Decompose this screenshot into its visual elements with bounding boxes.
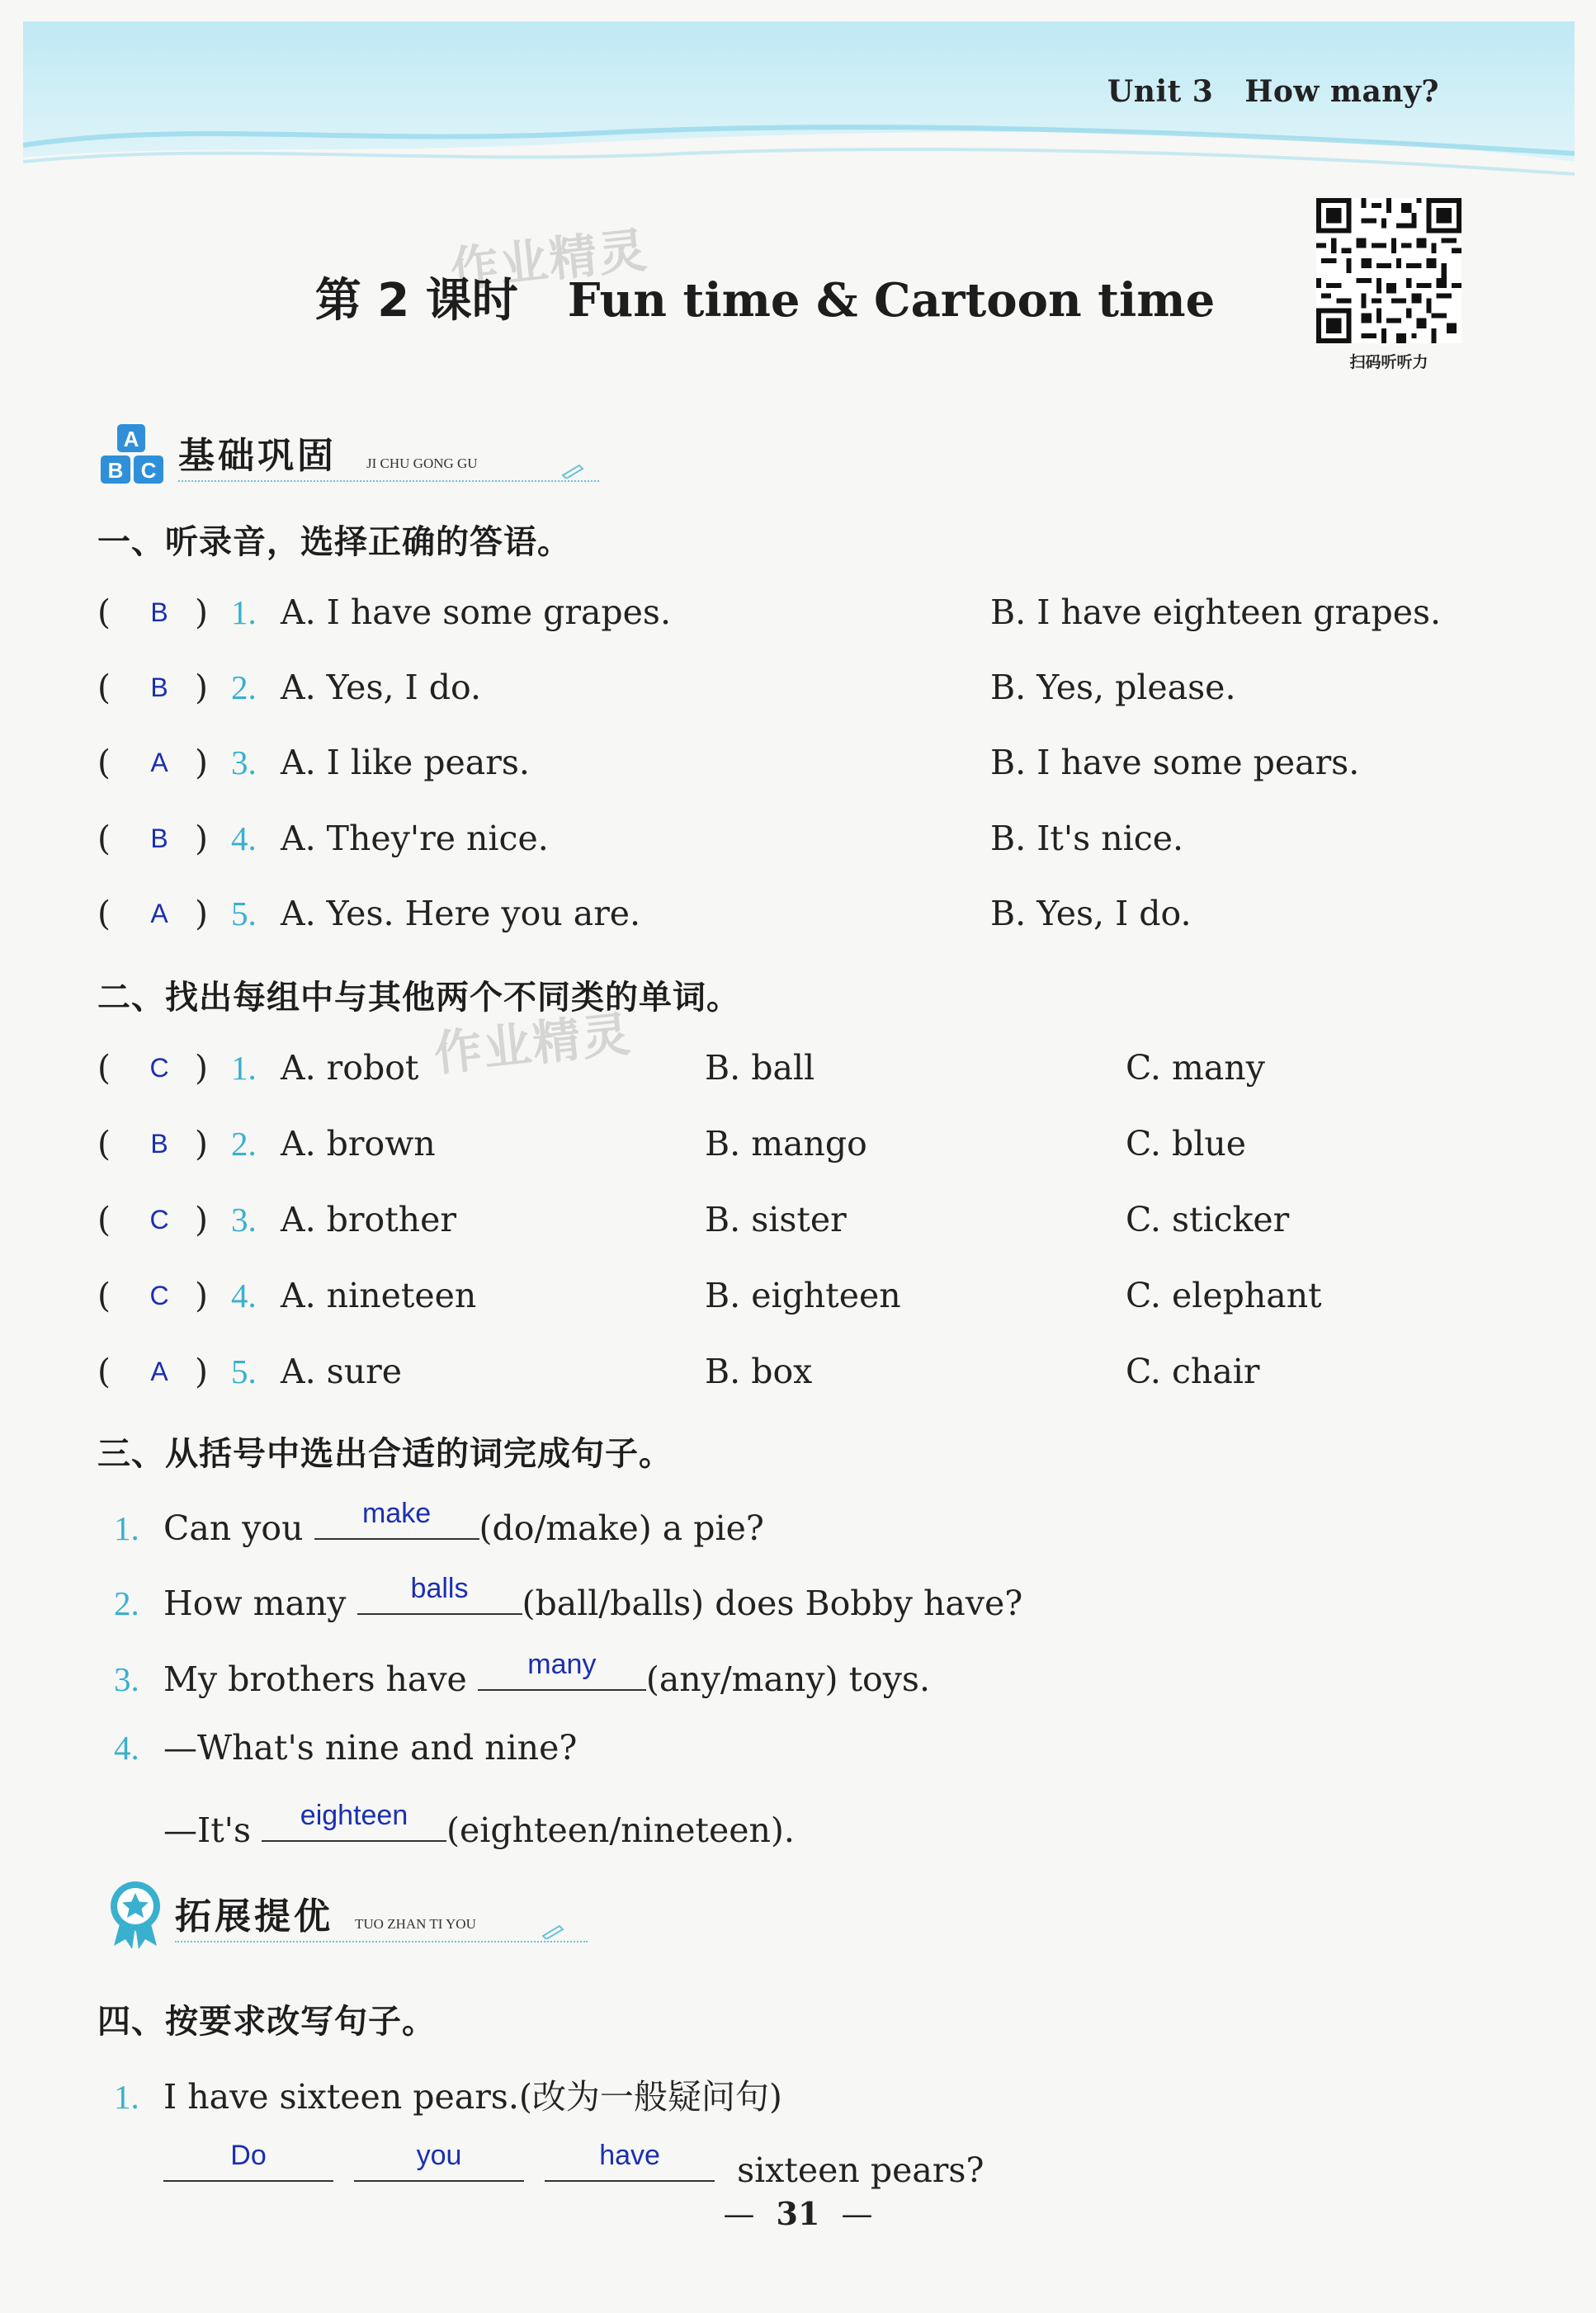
option-c: C. sticker bbox=[1126, 1200, 1290, 1239]
paren-open: ( bbox=[97, 1124, 111, 1164]
page-number-value: 31 bbox=[776, 2195, 820, 2232]
option-a: A. Yes, I do. bbox=[281, 668, 482, 707]
paren-close: ) bbox=[195, 743, 208, 782]
paren-open: ( bbox=[97, 1352, 111, 1391]
fill-item bbox=[114, 1649, 930, 1702]
lesson-name: Fun time & Cartoon time bbox=[567, 273, 1216, 328]
badge-letter-c: C bbox=[140, 458, 157, 483]
sentence-end: sixteen pears? bbox=[737, 2150, 985, 2190]
answer-field[interactable]: A bbox=[150, 899, 168, 928]
paren-close: ) bbox=[195, 894, 208, 933]
answer-blank[interactable] bbox=[163, 2140, 333, 2182]
rewrite-answer-line bbox=[163, 2140, 985, 2193]
paren-close: ) bbox=[195, 668, 208, 707]
section-pinyin: TUO ZHAN TI YOU bbox=[355, 1916, 476, 1932]
award-ribbon-icon bbox=[102, 1878, 168, 1949]
item-number: 3. bbox=[231, 1201, 257, 1239]
rewrite-item bbox=[114, 2070, 782, 2119]
paren-close: ) bbox=[195, 1048, 208, 1088]
dialogue-question: —What's nine and nine? bbox=[163, 1728, 578, 1768]
section-underline bbox=[175, 1941, 588, 1942]
item-number: 2. bbox=[231, 1125, 257, 1163]
page-dash-right: — bbox=[841, 2196, 873, 2232]
answer-text: make bbox=[361, 1498, 432, 1529]
answer-field[interactable]: C bbox=[149, 1281, 169, 1310]
sentence-start: How many bbox=[163, 1584, 357, 1623]
option-b: B. I have some pears. bbox=[990, 743, 1360, 782]
part2-item bbox=[97, 1200, 1500, 1249]
unit-subtitle: How many? bbox=[1244, 74, 1439, 109]
option-a: A. sure bbox=[281, 1352, 402, 1391]
qr-code-icon[interactable] bbox=[1316, 198, 1461, 343]
paren-open: ( bbox=[97, 894, 111, 933]
paren-open: ( bbox=[97, 1048, 111, 1088]
rewrite-prompt: I have sixteen pears.(改为一般疑问句) bbox=[163, 2077, 782, 2117]
part4-heading: 四、按要求改写句子。 bbox=[97, 2003, 436, 2041]
paren-open: ( bbox=[97, 1200, 111, 1239]
part1-item bbox=[97, 592, 1500, 642]
option-c: C. chair bbox=[1126, 1352, 1260, 1391]
option-a: A. nineteen bbox=[281, 1276, 477, 1315]
option-b: B. Yes, please. bbox=[990, 668, 1236, 707]
answer-blank[interactable] bbox=[545, 2140, 715, 2182]
sentence-start: My brothers have bbox=[163, 1659, 478, 1699]
part2-item bbox=[97, 1048, 1500, 1097]
sentence-end: (do/make) a pie? bbox=[479, 1508, 764, 1548]
answer-text: you bbox=[416, 2140, 462, 2171]
option-a: A. They're nice. bbox=[281, 819, 549, 858]
section-underline bbox=[178, 480, 599, 482]
badge-letter-a: A bbox=[123, 427, 139, 451]
paren-close: ) bbox=[195, 592, 208, 632]
sentence-end: (any/many) toys. bbox=[645, 1659, 930, 1699]
option-a: A. brown bbox=[281, 1124, 436, 1164]
paren-close: ) bbox=[195, 819, 208, 858]
option-a: A. brother bbox=[281, 1200, 456, 1239]
section-title: 基础巩固 bbox=[178, 435, 337, 477]
option-a: A. robot bbox=[281, 1048, 419, 1088]
option-c: C. elephant bbox=[1126, 1276, 1322, 1315]
answer-field[interactable]: A bbox=[150, 1357, 168, 1386]
option-b: B. mango bbox=[705, 1124, 867, 1164]
option-a: A. I have some grapes. bbox=[281, 592, 671, 632]
answer-text: balls bbox=[410, 1573, 469, 1604]
answer-field[interactable]: C bbox=[149, 1205, 169, 1234]
paren-open: ( bbox=[97, 592, 111, 632]
option-b: B. Yes, I do. bbox=[990, 894, 1192, 933]
fill-item bbox=[114, 1498, 764, 1551]
part1-item bbox=[97, 743, 1500, 792]
part2-heading: 二、找出每组中与其他两个不同类的单词。 bbox=[97, 979, 740, 1017]
option-a: A. I like pears. bbox=[281, 743, 530, 782]
unit-title bbox=[1107, 74, 1439, 109]
answer-blank[interactable] bbox=[354, 2140, 524, 2182]
section-header-extend bbox=[102, 1881, 614, 1947]
section-title: 拓展提优 bbox=[175, 1895, 333, 1938]
paren-close: ) bbox=[195, 1276, 208, 1315]
fill-item-reply bbox=[163, 1800, 795, 1853]
option-a: A. Yes. Here you are. bbox=[281, 894, 641, 933]
part1-item bbox=[97, 668, 1500, 717]
part2-item bbox=[97, 1124, 1500, 1173]
part3-heading: 三、从括号中选出合适的词完成句子。 bbox=[97, 1435, 673, 1473]
paren-open: ( bbox=[97, 819, 111, 858]
paren-close: ) bbox=[195, 1200, 208, 1239]
answer-text: have bbox=[599, 2140, 660, 2171]
dialogue-reply-start: —It's bbox=[163, 1810, 262, 1850]
qr-caption: 扫码听听力 bbox=[1349, 353, 1428, 371]
unit-label: Unit 3 bbox=[1107, 74, 1214, 109]
sentence-end: (ball/balls) does Bobby have? bbox=[522, 1584, 1023, 1623]
item-number: 2. bbox=[231, 668, 257, 706]
page-dash-left: — bbox=[723, 2196, 755, 2232]
badge-letter-b: B bbox=[107, 458, 124, 483]
answer-blank[interactable] bbox=[314, 1498, 479, 1540]
option-b: B. I have eighteen grapes. bbox=[990, 592, 1442, 632]
option-c: C. blue bbox=[1126, 1124, 1247, 1164]
item-number: 4. bbox=[231, 1277, 257, 1315]
section-header-basic bbox=[97, 421, 626, 487]
item-number: 1. bbox=[231, 1049, 257, 1087]
watermark: 作业精灵 bbox=[447, 221, 651, 299]
item-number: 5. bbox=[231, 1352, 257, 1390]
item-number: 3. bbox=[114, 1660, 139, 1698]
item-number: 3. bbox=[231, 743, 257, 781]
dialogue-reply-end: (eighteen/nineteen). bbox=[446, 1810, 795, 1850]
part2-item bbox=[97, 1352, 1500, 1401]
pencil-icon bbox=[560, 462, 588, 479]
item-number: 2. bbox=[114, 1584, 139, 1622]
option-b: B. ball bbox=[705, 1048, 815, 1088]
part1-item bbox=[97, 819, 1500, 868]
answer-field[interactable]: A bbox=[150, 748, 168, 777]
answer-blank[interactable] bbox=[357, 1573, 522, 1615]
watermark: 作业精灵 bbox=[431, 1005, 635, 1083]
option-b: B. eighteen bbox=[705, 1276, 901, 1315]
item-number: 1. bbox=[114, 1509, 139, 1547]
answer-field[interactable]: B bbox=[150, 597, 168, 627]
option-b: B. box bbox=[705, 1352, 813, 1391]
sentence-start: Can you bbox=[163, 1508, 314, 1548]
fill-item bbox=[114, 1573, 1023, 1626]
paren-close: ) bbox=[195, 1352, 208, 1391]
part1-item bbox=[97, 894, 1500, 943]
answer-text: Do bbox=[230, 2140, 267, 2171]
answer-blank[interactable] bbox=[478, 1649, 646, 1691]
item-number: 1. bbox=[231, 593, 257, 631]
item-number: 4. bbox=[231, 819, 257, 857]
item-number: 1. bbox=[114, 2078, 139, 2116]
section-pinyin: JI CHU GONG GU bbox=[366, 456, 478, 471]
answer-text: eighteen bbox=[300, 1800, 408, 1831]
page-number bbox=[0, 2195, 1596, 2232]
abc-blocks-icon bbox=[97, 421, 168, 487]
paren-open: ( bbox=[97, 1276, 111, 1315]
part2-item bbox=[97, 1276, 1500, 1325]
lesson-label: 第 2 课时 bbox=[314, 274, 518, 328]
option-c: C. many bbox=[1126, 1048, 1265, 1088]
answer-field[interactable]: B bbox=[150, 824, 168, 853]
fill-item bbox=[114, 1728, 577, 1777]
paren-open: ( bbox=[97, 668, 111, 707]
answer-text: many bbox=[527, 1649, 597, 1680]
answer-field[interactable]: C bbox=[149, 1053, 169, 1083]
item-number: 5. bbox=[231, 895, 257, 932]
option-b: B. It's nice. bbox=[990, 819, 1183, 858]
item-number: 4. bbox=[114, 1729, 139, 1767]
paren-open: ( bbox=[97, 743, 111, 782]
option-b: B. sister bbox=[705, 1200, 847, 1239]
answer-blank[interactable] bbox=[262, 1800, 446, 1842]
paren-close: ) bbox=[195, 1124, 208, 1164]
answer-field[interactable]: B bbox=[150, 673, 168, 702]
answer-field[interactable]: B bbox=[150, 1129, 168, 1159]
pencil-icon bbox=[540, 1923, 568, 1939]
part1-heading: 一、听录音，选择正确的答语。 bbox=[97, 523, 571, 561]
